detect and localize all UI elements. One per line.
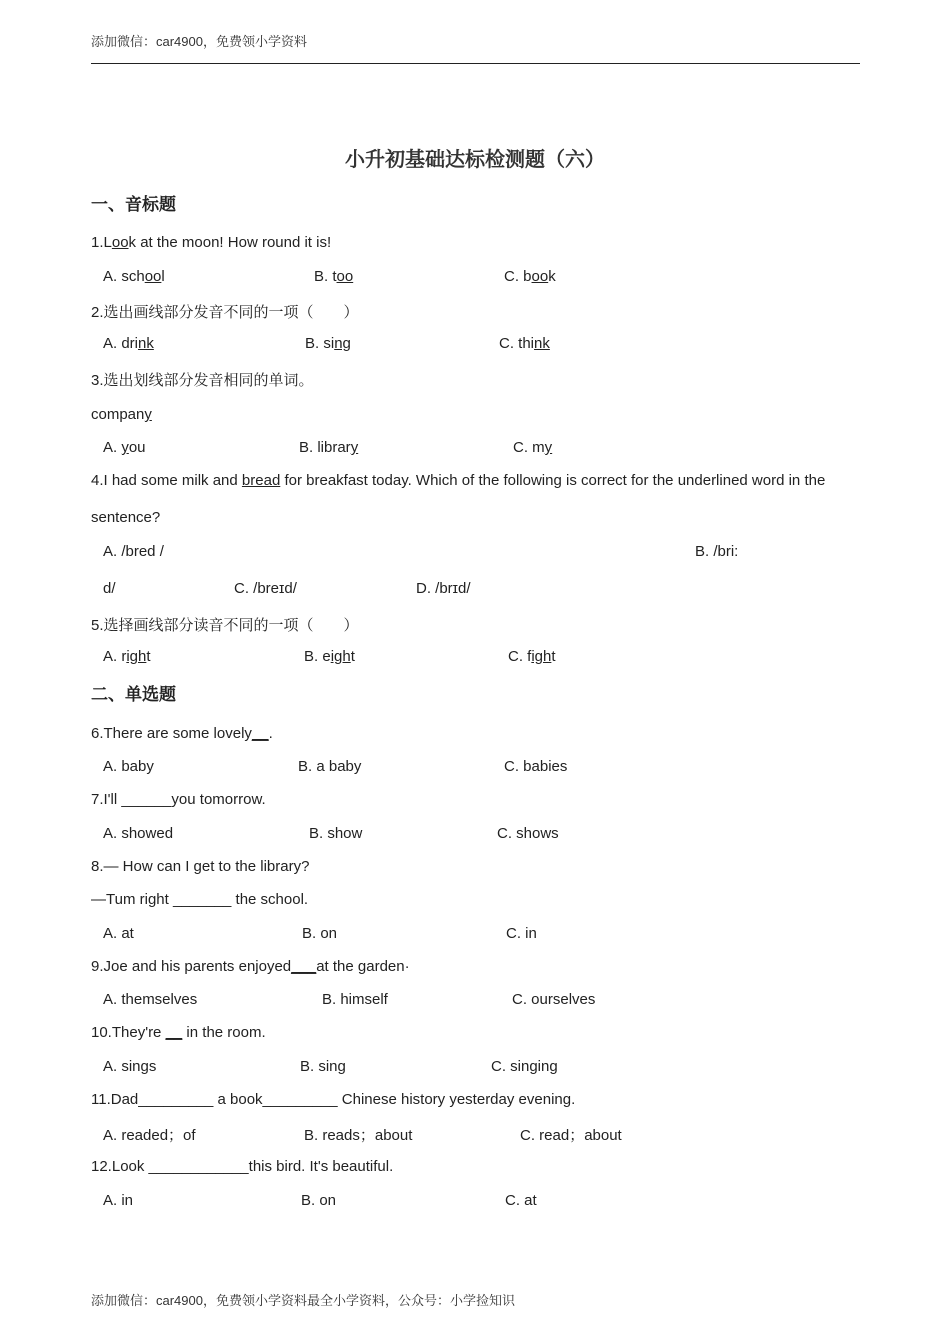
q3-word: company [91,406,152,423]
q9-option-b[interactable]: B. himself [322,991,388,1008]
q7-option-c[interactable]: C. shows [497,825,559,842]
q11-option-b[interactable]: B. reads；about [304,1127,413,1144]
q9-option-c[interactable]: C. ourselves [512,991,596,1008]
question-12: 12.Look ____________this bird. It's beautiful. [91,1158,394,1175]
question-8: 8.— How can I get to the library? [91,858,310,875]
question-11: 11.Dad_________ a book_________ Chinese history yesterday evening. [91,1091,576,1108]
q3-option-a[interactable]: A. you [103,439,146,456]
q4-option-d[interactable]: D. /brɪd/ [416,580,471,597]
question-4-line-2: sentence? [91,509,161,526]
q11-option-c[interactable]: C. read；about [520,1127,622,1144]
question-9: 9.Joe and his parents enjoyed___at the garden· [91,958,410,975]
q10-option-b[interactable]: B. sing [300,1058,346,1075]
question-3: 3.选出划线部分发音相同的单词。 [91,372,314,389]
question-5: 5.选择画线部分读音不同的一项（ ） [91,617,359,634]
page-header: 添加微信：car4900，免费领小学资料 [91,34,307,49]
q9-option-a[interactable]: A. themselves [103,991,198,1008]
q12-option-b[interactable]: B. on [301,1192,337,1209]
section-heading-phonetics: 一、音标题 [91,195,176,214]
q8-option-b[interactable]: B. on [302,925,338,942]
q4-option-c[interactable]: C. /breɪd/ [234,580,297,597]
q5-option-c[interactable]: C. fight [508,648,556,665]
q2-option-c[interactable]: C. think [499,335,550,352]
q8-option-c[interactable]: C. in [506,925,537,942]
q7-option-b[interactable]: B. show [309,825,363,842]
q1-option-a[interactable]: A. school [103,268,165,285]
question-6: 6.There are some lovely__. [91,725,273,742]
question-4: 4.I had some milk and bread for breakfast today. Which of the following is correct for the underlined word in the [91,472,826,489]
q4-option-b-continued[interactable]: d/ [103,580,116,597]
question-2: 2.选出画线部分发音不同的一项（ ） [91,304,359,321]
section-heading-single-choice: 二、单选题 [91,685,176,704]
header-rule [91,63,860,64]
q2-option-b[interactable]: B. sing [305,335,351,352]
question-10: 10.They're __ in the room. [91,1024,266,1041]
q6-option-b[interactable]: B. a baby [298,758,362,775]
q4-option-b[interactable]: B. /bri: [695,543,739,560]
question-1: 1.Look at the moon! How round it is! [91,234,332,251]
q3-option-b[interactable]: B. library [299,439,359,456]
question-7: 7.I'll ______you tomorrow. [91,791,266,808]
q11-option-a[interactable]: A. readed；of [103,1127,196,1144]
q7-option-a[interactable]: A. showed [103,825,174,842]
q10-option-a[interactable]: A. sings [103,1058,157,1075]
q12-option-c[interactable]: C. at [505,1192,537,1209]
q5-option-a[interactable]: A. right [103,648,151,665]
page-footer: 添加微信：car4900，免费领小学资料最全小学资料，公众号：小学捡知识 [91,1293,515,1308]
q6-option-c[interactable]: C. babies [504,758,568,775]
q8-option-a[interactable]: A. at [103,925,134,942]
page-title: 小升初基础达标检测题（六） [345,149,605,171]
q6-option-a[interactable]: A. baby [103,758,154,775]
question-8-line-2: —Tum right _______ the school. [91,891,309,908]
q1-option-b[interactable]: B. too [314,268,354,285]
q4-option-a[interactable]: A. /bred / [103,543,164,560]
q1-option-c[interactable]: C. book [504,268,556,285]
q3-option-c[interactable]: C. my [513,439,553,456]
q10-option-c[interactable]: C. singing [491,1058,558,1075]
q2-option-a[interactable]: A. drink [103,335,154,352]
q5-option-b[interactable]: B. eight [304,648,355,665]
q12-option-a[interactable]: A. in [103,1192,134,1209]
